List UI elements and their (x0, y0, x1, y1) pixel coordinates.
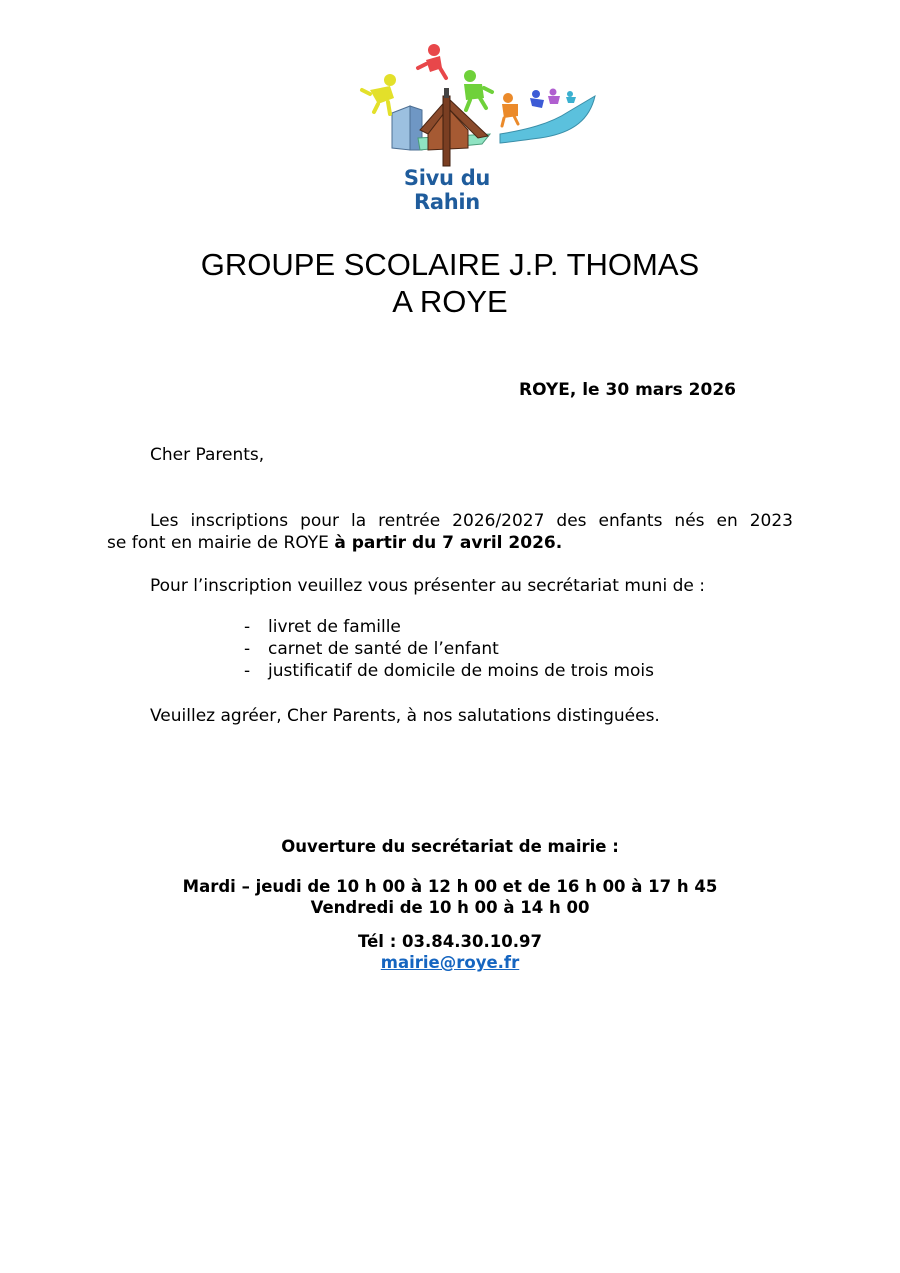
required-documents-list (244, 616, 654, 682)
title-line-2: A ROYE (392, 284, 508, 319)
title-line-1: GROUPE SCOLAIRE J.P. THOMAS (200, 247, 700, 282)
list-item-label: livret de famille (268, 617, 401, 637)
sivu-logo (350, 38, 600, 214)
registration-start-date: à partir du 7 avril 2026. (334, 533, 563, 553)
office-hours-line-2: Vendredi de 10 h 00 à 14 h 00 (310, 898, 590, 917)
list-item (244, 638, 654, 660)
email-container (0, 952, 900, 973)
child-red-figure (418, 44, 446, 78)
letter-date: ROYE, le 30 mars 2026 (518, 380, 736, 400)
child-green-figure (464, 70, 492, 110)
documents-intro: Pour l’inscription veuillez vous présenter au secrétariat muni de : (150, 576, 705, 596)
child-orange-figure (502, 93, 518, 126)
list-dash: - (244, 617, 251, 637)
email-link[interactable]: mairie@roye.fr (380, 953, 520, 972)
office-hours-line-1: Mardi – jeudi de 10 h 00 à 12 h 00 et de 16 h 00 à 17 h 45 (182, 877, 718, 896)
logo-illustration (350, 38, 600, 168)
salutation: Cher Parents, (150, 445, 265, 465)
office-hours-title: Ouverture du secrétariat de mairie : (281, 837, 619, 856)
registration-paragraph (107, 510, 793, 554)
list-item-label: justificatif de domicile de moins de trois mois (268, 661, 655, 681)
registration-line-2-start: se font en mairie de ROYE (107, 533, 335, 553)
list-dash: - (244, 639, 251, 659)
registration-line-1: Les inscriptions pour la rentrée 2026/2027 des enfants nés en 2023 (150, 511, 793, 531)
child-cyan-figure (566, 91, 576, 103)
child-yellow-figure (362, 74, 396, 114)
child-purple-figure (548, 89, 560, 105)
logo-text: Sivu du Rahin (403, 166, 491, 214)
child-blue-figure (530, 90, 544, 108)
list-dash: - (244, 661, 251, 681)
list-item-label: carnet de santé de l’enfant (268, 639, 499, 659)
list-item (244, 616, 654, 638)
phone-number: Tél : 03.84.30.10.97 (358, 932, 542, 951)
closing-sentence: Veuillez agréer, Cher Parents, à nos salutations distinguées. (150, 706, 660, 726)
list-item (244, 660, 654, 682)
registration-line-2 (107, 532, 793, 554)
document-title (0, 246, 900, 320)
